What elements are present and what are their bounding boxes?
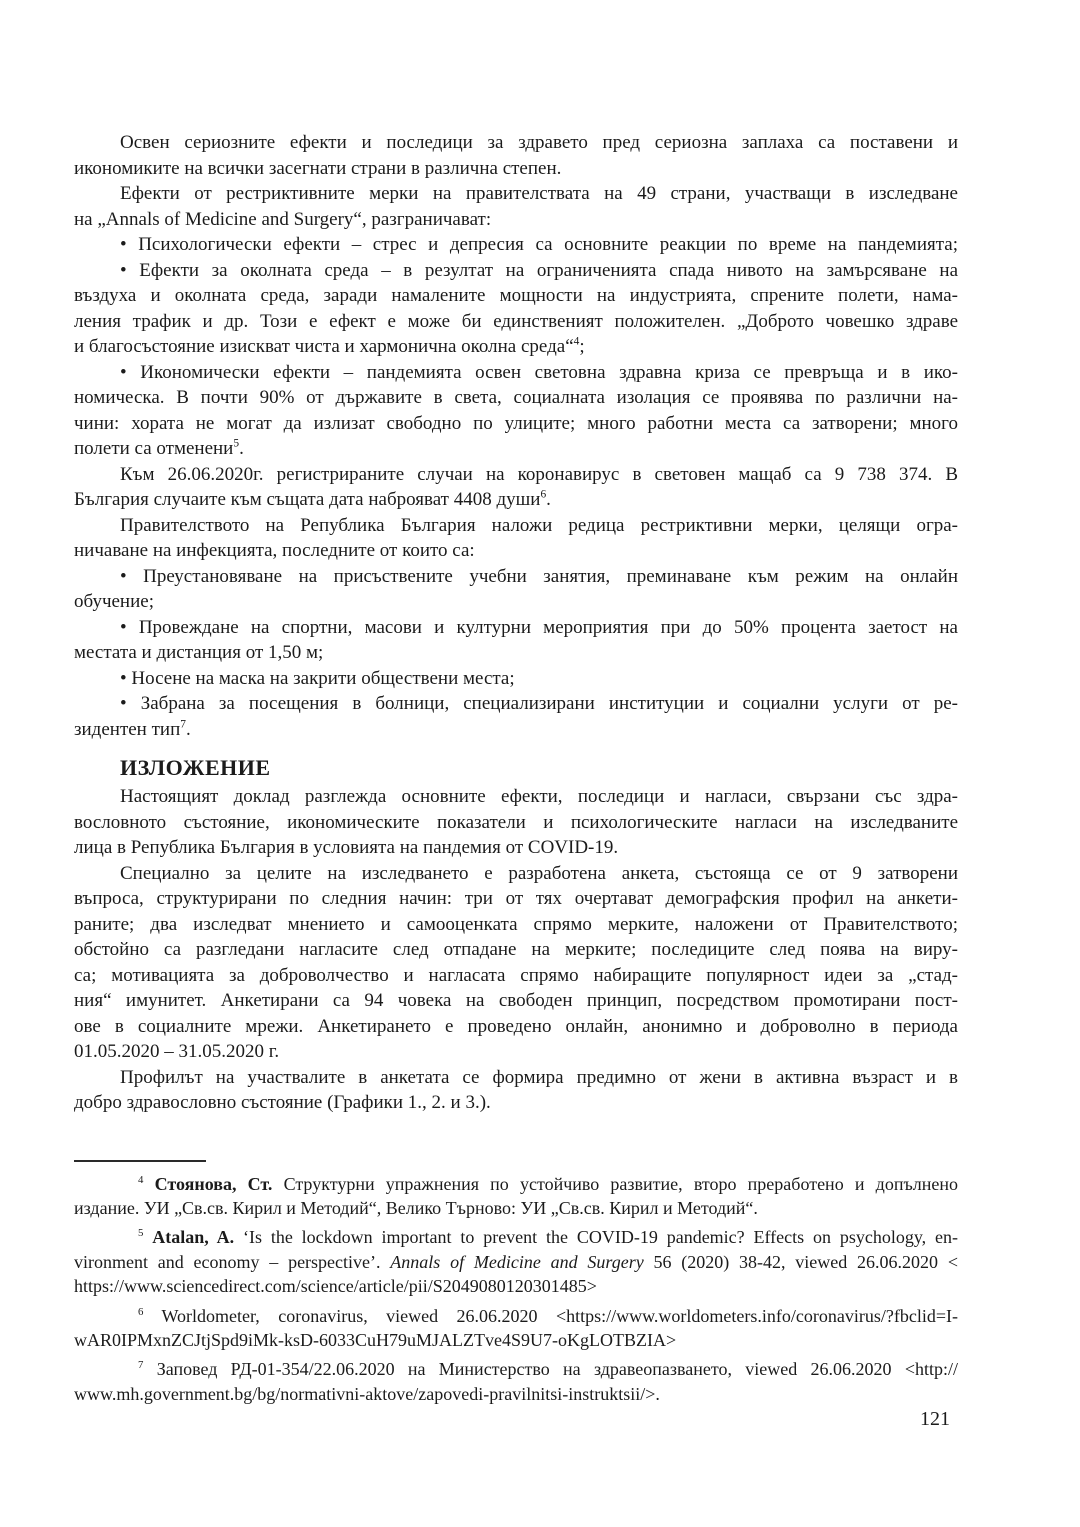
footnote-marker: 5 xyxy=(138,1227,144,1240)
text-segment: Стоянова, Ст. xyxy=(154,1173,273,1194)
text-line xyxy=(74,207,958,233)
text-segment: Специално за целите на изследването е разработена анкета, състояща се от 9 затворени xyxy=(120,862,958,884)
text-segment: въздуха и околната среда, заради намалените мощности на индустрията, спрените полети, нама- xyxy=(74,285,958,306)
page-content xyxy=(74,130,958,1406)
text-segment: • Преустановяване на присъствените учебни занятия, преминаване към режим на онлайн xyxy=(120,565,958,587)
text-segment: местата и дистанция от 1,50 м; xyxy=(74,642,324,663)
text-line xyxy=(74,538,958,564)
footnote-marker: 4 xyxy=(138,1173,144,1186)
paragraph xyxy=(74,513,958,564)
text-segment: Настоящият доклад разглежда основните ефекти, последици и нагласи, свързани със здра- xyxy=(120,786,958,807)
bullet-paragraph xyxy=(74,691,958,742)
text-line xyxy=(74,564,958,590)
text-segment: зидентен тип xyxy=(74,718,181,740)
text-segment: Освен сериозните ефекти и последици за здравето пред сериозна заплаха са поставени и xyxy=(120,132,958,153)
text-segment: wAR0IPMxnZCJtjSpd9iMk-ksD-6033CuH79uMJALZTve4S9U7-oKgLOTBZIA> xyxy=(74,1329,677,1350)
text-segment: лица в Република България в условията на пандемия от COVID-19. xyxy=(74,837,619,858)
text-line xyxy=(74,411,958,437)
paragraph xyxy=(74,462,958,513)
text-segment: Заповед РД-01-354/22.06.2020 на Министерство на здравеопазването, viewed 26.06.2020 <http:// xyxy=(143,1359,958,1380)
bullet-paragraph xyxy=(74,615,958,666)
footnote-line xyxy=(74,1196,958,1220)
bullet-paragraph xyxy=(74,232,958,258)
text-line xyxy=(74,385,958,411)
text-line xyxy=(74,309,958,335)
text-segment: . xyxy=(185,718,191,740)
footnote-marker: 7 xyxy=(138,1359,144,1372)
text-segment: вословното състояние, икономическите показатели и психологическите нагласи на изследваните xyxy=(74,811,958,833)
text-segment: • Забрана за посещения в болници, специализирани институции и социални услуги от ре- xyxy=(120,693,958,714)
text-segment: • Икономически ефекти – пандемията освен световна здравна криза се превръща и в ико- xyxy=(120,361,958,383)
text-line xyxy=(74,487,958,513)
text-line xyxy=(74,513,958,539)
footnote xyxy=(74,1357,958,1406)
text-line xyxy=(74,283,958,309)
text-segment: и благосъстояние изискват чиста и хармонична околна среда“ xyxy=(74,336,574,357)
footnote-line xyxy=(74,1274,958,1298)
text-line xyxy=(74,258,958,284)
text-line xyxy=(74,861,958,887)
text-line xyxy=(74,835,958,861)
footnote-marker: 6 xyxy=(540,488,547,501)
footnote xyxy=(74,1225,958,1298)
paragraph xyxy=(74,861,958,1065)
footnotes xyxy=(74,1172,958,1407)
text-line xyxy=(74,963,958,989)
bullet-paragraph xyxy=(74,258,958,360)
bullet-paragraph xyxy=(74,360,958,462)
footnote-line xyxy=(74,1304,958,1328)
text-segment: Към 26.06.2020г. регистрираните случаи на коронавирус в световен мащаб са 9 738 374. В xyxy=(120,463,958,485)
text-line xyxy=(74,937,958,963)
text-segment: са; мотивацията за доброволчество и нагласата спрямо набиращите популярност идеи за „стад- xyxy=(74,964,958,986)
footnote-line xyxy=(74,1225,958,1249)
text-segment: България случаите към същата дата наброяват 4408 души xyxy=(74,489,541,510)
footnote xyxy=(74,1304,958,1353)
footnote-line xyxy=(74,1172,958,1196)
text-line xyxy=(74,886,958,912)
body-text xyxy=(74,130,958,1116)
text-line xyxy=(74,615,958,641)
text-line xyxy=(74,436,958,462)
footnote-line xyxy=(74,1382,958,1406)
text-segment: ния“ имунитет. Анкетирани са 94 човека на свободен принцип, посредством промотирани пост- xyxy=(74,990,958,1011)
text-segment: • Психологически ефекти – стрес и депресия са основните реакции по време на пандемията; xyxy=(120,234,958,255)
text-segment: на „Annals of Medicine and Surgery“, разграничават: xyxy=(74,208,492,230)
footnote-marker: 6 xyxy=(138,1305,144,1318)
footnote-line xyxy=(74,1328,958,1352)
paragraph xyxy=(74,181,958,232)
text-segment: издание. УИ „Св.св. Кирил и Методий“, Велико Търново: УИ „Св.св. Кирил и Методий“. xyxy=(74,1197,758,1218)
text-segment xyxy=(143,1227,152,1247)
text-line xyxy=(74,156,958,182)
text-line xyxy=(74,1090,958,1116)
section-heading: ИЗЛОЖЕНИЕ xyxy=(120,755,271,780)
text-line xyxy=(74,691,958,717)
paragraph xyxy=(74,784,958,861)
footnote xyxy=(74,1172,958,1221)
text-segment: раните; два изследват мнението и самооценката спрямо мерките, наложени от Правителството; xyxy=(74,913,958,935)
footnote-marker: 5 xyxy=(233,437,240,450)
text-line xyxy=(74,462,958,488)
text-line xyxy=(74,912,958,938)
text-segment: . xyxy=(239,438,244,459)
footnote-separator xyxy=(74,1160,206,1162)
text-line xyxy=(74,1014,958,1040)
text-line xyxy=(74,1039,958,1065)
text-segment: обстойно са разгледани нагласите след отпадане на мерките; последиците след поява на виру- xyxy=(74,939,958,960)
text-segment: въпроса, структурирани по следния начин: три от тях очертават демографския профил на анкети- xyxy=(74,888,958,909)
text-line xyxy=(74,666,958,692)
footnote-line xyxy=(74,1250,958,1274)
footnote-marker: 4 xyxy=(573,335,580,348)
text-line xyxy=(74,360,958,386)
text-segment: 56 (2020) 38-42, viewed 26.06.2020 < xyxy=(643,1251,958,1272)
text-segment: vironment and economy – perspective’. xyxy=(74,1251,391,1272)
text-segment: Atalan, A. xyxy=(152,1227,235,1248)
text-line xyxy=(74,640,958,666)
text-segment: икономиките на всички засегнати страни в различна степен. xyxy=(74,157,562,179)
text-segment: ; xyxy=(579,336,585,357)
text-segment: • Провеждане на спортни, масови и културни мероприятия при до 50% процента заетост на xyxy=(120,616,958,638)
text-segment: • Ефекти за околната среда – в резултат на ограниченията спада нивото на замърсяване на xyxy=(120,259,958,281)
text-line xyxy=(74,1065,958,1091)
text-line xyxy=(74,717,958,743)
text-segment: обучение; xyxy=(74,591,154,612)
footnote-line xyxy=(74,1357,958,1381)
footnote-marker: 7 xyxy=(180,718,186,731)
text-segment: ове в социалните мрежи. Анкетирането е проведено онлайн, анонимно и доброволно в периода xyxy=(74,1015,958,1037)
text-segment: Профилът на участвалите в анкетата се формира предимно от жени в активна възраст и в xyxy=(120,1066,958,1088)
text-line xyxy=(74,130,958,156)
text-line xyxy=(74,988,958,1014)
text-segment: ления трафик и др. Този е ефект е може би единственият положителен. „Доброто човешко здраве xyxy=(74,310,958,332)
page-number: 121 xyxy=(920,1408,950,1430)
text-segment: ничаване на инфекцията, последните от които са: xyxy=(74,540,475,561)
bullet-paragraph xyxy=(74,564,958,615)
text-segment: . xyxy=(546,489,551,510)
paragraph xyxy=(74,1065,958,1116)
text-segment: https://www.sciencedirect.com/science/article/pii/S2049080120301485> xyxy=(74,1276,597,1297)
text-line xyxy=(74,232,958,258)
text-line xyxy=(74,181,958,207)
text-segment: ‘Is the lockdown important to prevent the COVID-19 pandemic? Effects on psychology, en- xyxy=(234,1227,959,1248)
text-segment: 01.05.2020 – 31.05.2020 г. xyxy=(74,1041,280,1062)
text-segment: Worldometer, coronavirus, viewed 26.06.2020 <https://www.worldometers.info/coronavirus/?fbclid=I- xyxy=(143,1305,958,1326)
text-segment: номическа. В почти 90% от държавите в света, социалната изолация се проявява по различни на- xyxy=(74,387,958,408)
text-segment: • Носене на маска на закрити обществени места; xyxy=(120,667,515,689)
text-segment: Правителството на Република България наложи редица рестриктивни мерки, целящи огра- xyxy=(120,514,958,536)
text-segment: www.mh.government.bg/bg/normativni-aktove/zapovedi-pravilnitsi-instruktsii/>. xyxy=(74,1383,660,1404)
text-segment: чини: хората не могат да излизат свободно по улиците; много работни места са затворени; много xyxy=(74,412,958,434)
paragraph xyxy=(74,130,958,181)
text-line xyxy=(74,334,958,360)
text-segment: полети са отменени xyxy=(74,438,234,459)
text-segment: Annals of Medicine and Surgery xyxy=(390,1251,644,1272)
text-segment: добро здравословно състояние (Графики 1., 2. и 3.). xyxy=(74,1092,491,1113)
text-line xyxy=(74,784,958,810)
text-segment xyxy=(143,1174,154,1194)
text-segment: Структурни упражнения по устойчиво развитие, второ преработено и допълнено xyxy=(272,1173,958,1194)
text-segment: Ефекти от рестриктивните мерки на правителствата на 49 страни, участващи в изследване xyxy=(120,183,958,204)
bullet-paragraph xyxy=(74,666,958,692)
text-line xyxy=(74,810,958,836)
text-line xyxy=(74,589,958,615)
